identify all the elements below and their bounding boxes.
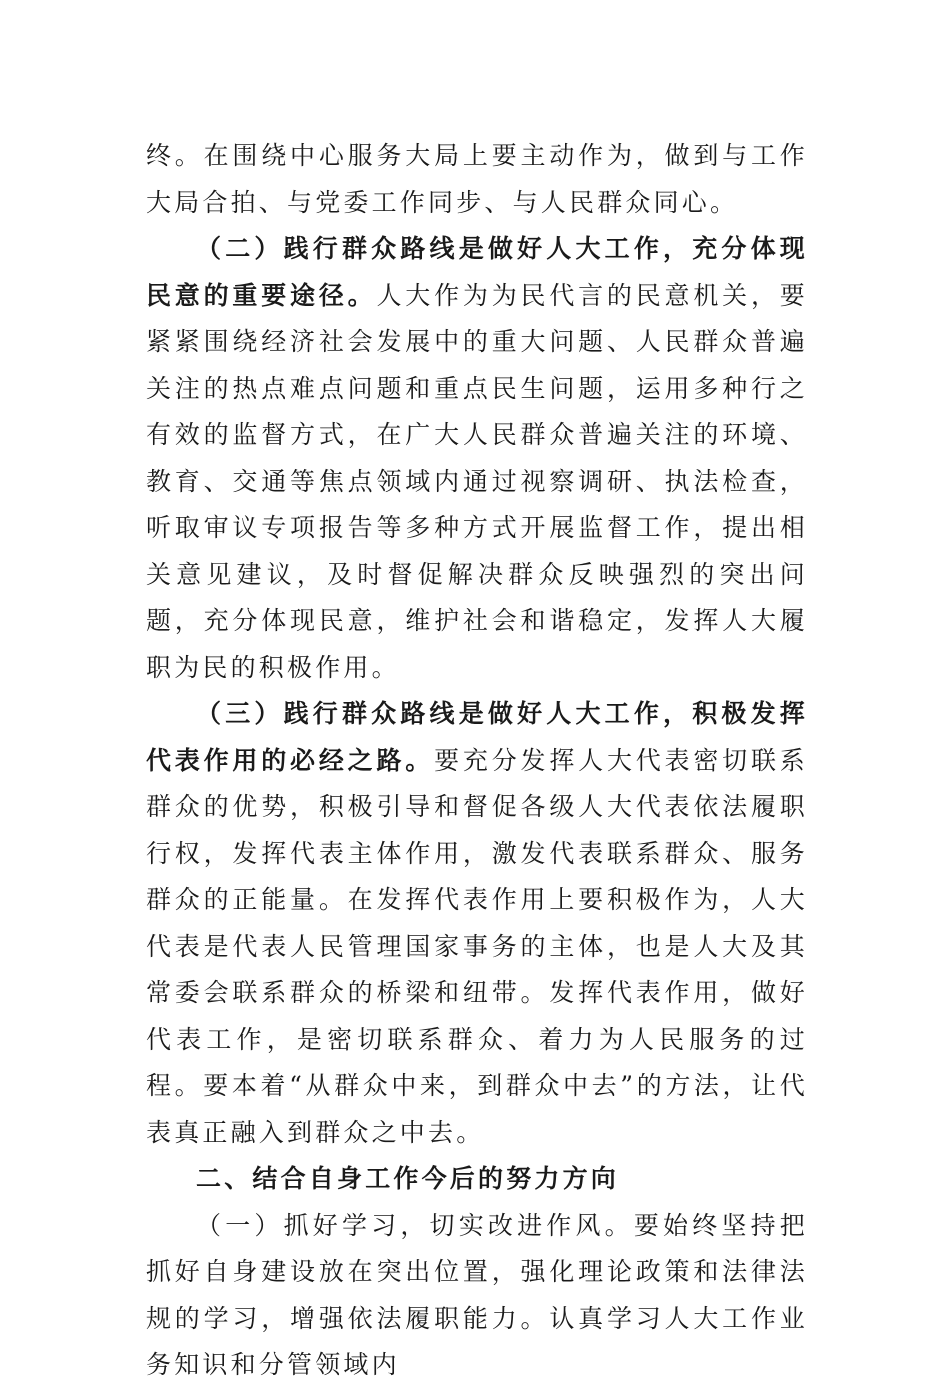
paragraph-text: （一）抓好学习，切实改进作风。要始终坚持把抓好自身建设放在突出位置，强化理论政策和法律法规的学习，增强依法履职能力。认真学习人大工作业务知识和分管领域内 [146, 1210, 808, 1379]
paragraph-text: 要充分发挥人大代表密切联系群众的优势，积极引导和督促各级人大代表依法履职行权，发挥代表主体作用，激发代表联系群众、服务群众的正能量。在发挥代表作用上要积极作为，人大代表是代表人民管理国家事务的主体，也是人大及其常委会联系群众的桥梁和纽带。发挥代表作用，做好代表工作，是密切联系群众、着力为人民服务的过程。要本着“从群众中来，到群众中去”的方法，让代表真正融入到群众之中去。 [146, 745, 808, 1147]
paragraph-text: 人大作为为民代言的民意机关，要紧紧围绕经济社会发展中的重大问题、人民群众普遍关注的热点难点问题和重点民生问题，运用多种行之有效的监督方式，在广大人民群众普遍关注的环境、教育、交通等焦点领域内通过视察调研、执法检查，听取审议专项报告等多种方式开展监督工作，提出相关意见建议，及时督促解决群众反映强烈的突出问题，充分体现民意，维护社会和谐稳定，发挥人大履职为民的积极作用。 [146, 280, 808, 682]
paragraph-text: 终。在围绕中心服务大局上要主动作为，做到与工作大局合拍、与党委工作同步、与人民群众同心。 [146, 141, 808, 217]
paragraph-section-3 [146, 691, 808, 1156]
section-heading: 二、结合自身工作今后的努力方向 [196, 1164, 620, 1193]
paragraph-continuation [146, 133, 808, 226]
paragraph-subsection-1 [146, 1203, 808, 1389]
paragraph-section-2 [146, 226, 808, 691]
paragraph-lead-sentence: （二）践行群众路线是做好人大工作，充分体现民意的重要途径。 [146, 234, 808, 310]
paragraph-lead-sentence: （三）践行群众路线是做好人大工作，积极发挥代表作用的必经之路。 [146, 699, 808, 775]
document-body [146, 133, 808, 1389]
